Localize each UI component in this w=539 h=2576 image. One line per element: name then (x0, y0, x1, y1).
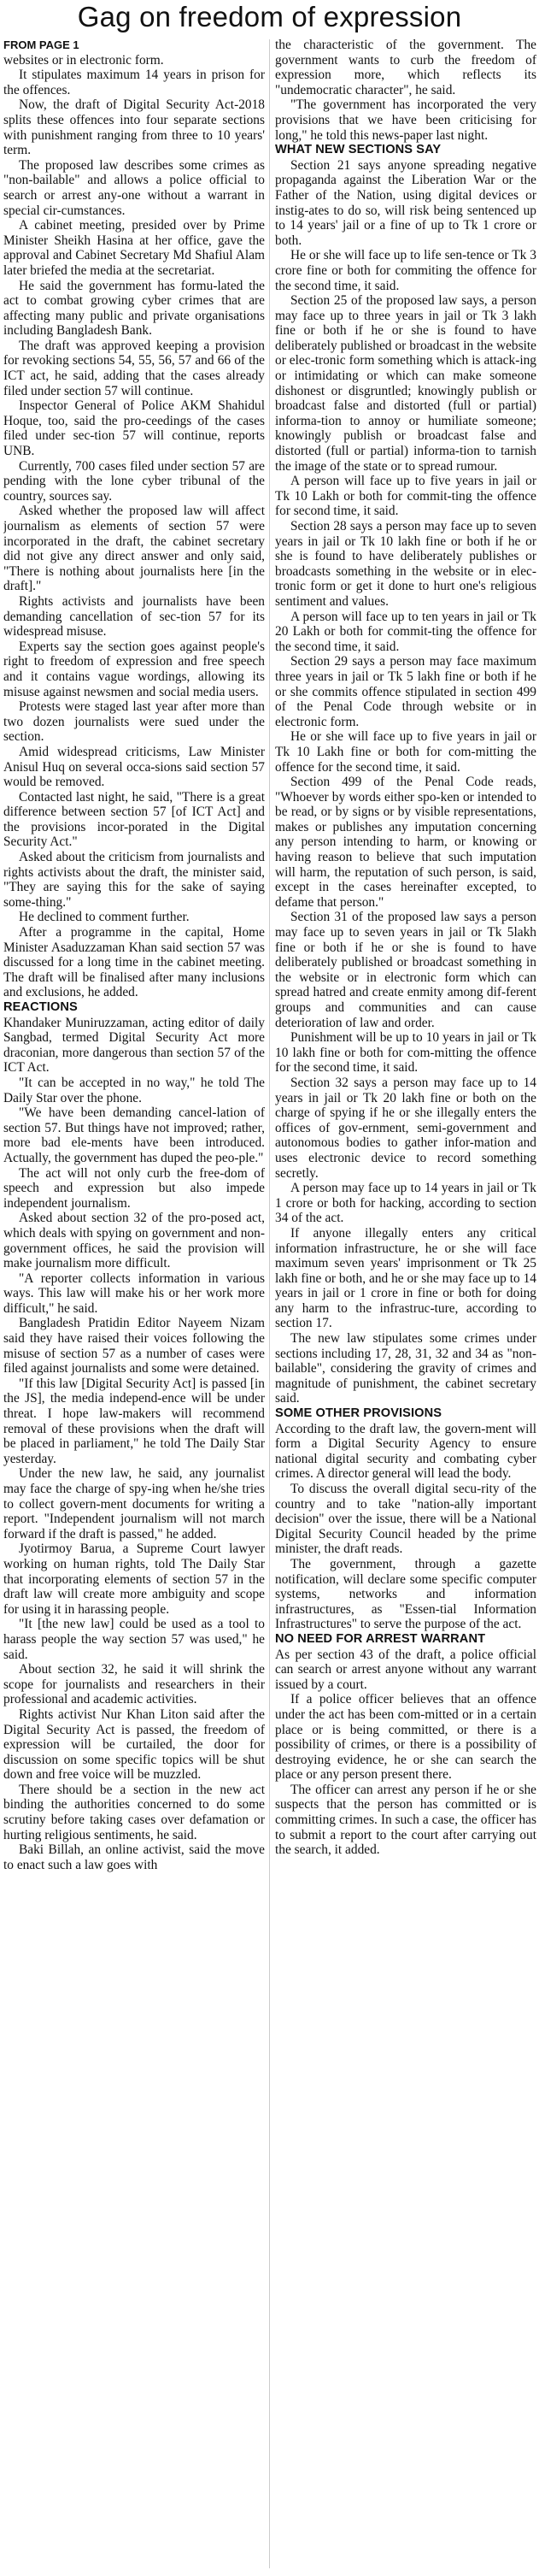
paragraph: There should be a section in the new act binding the authorities concerned to do some scrutiny before taking cases over defamation or hurting religious sentiments, he said. (3, 1782, 265, 1842)
paragraph: A person will face up to ten years in jail or Tk 20 Lakh or both for commit-ting the offence for the second time, it said. (275, 609, 536, 654)
paragraph: "If this law [Digital Security Act] is passed [in the JS], the media independ-ence will be under threat. I hope law-makers will recommend removal of these provisions when the draft will be placed in parliament," he told The Daily Star yesterday. (3, 1376, 265, 1466)
paragraph: He or she will face up to life sen-tence or Tk 3 crore fine or both for commiting the offence for the second time, it said. (275, 248, 536, 293)
section-heading: REACTIONS (3, 1000, 78, 1014)
paragraph: websites or in electronic form. (3, 52, 164, 68)
paragraph: If a police officer believes that an offence under the act has been com-mitted or in a certain place or is being committed, or there is a possibility of crimes, or there is a possibility of destroying evidence, he or she can search the place or any person present there. (275, 1692, 536, 1783)
paragraph: Currently, 700 cases filed under section 57 are pending with the lone cyber tribunal of the country, sources say. (3, 458, 265, 504)
paragraph: Section 21 says anyone spreading negative propaganda against the Liberation War or the Father of the Nation, using digital devices or instig-ates to do so, will risk being sentenced up to 14 years' jail or a fine of up to Tk 1 crore or both. (275, 157, 536, 248)
article-column-right (275, 38, 536, 2570)
section-heading: WHAT NEW SECTIONS SAY (275, 143, 442, 157)
paragraph: Jyotirmoy Barua, a Supreme Court lawyer working on human rights, told The Daily Star that incorporating elements of section 57 in the draft law will create more ambiguity and scope for using it in harassing people. (3, 1541, 265, 1617)
paragraph: Section 31 of the proposed law says a person may face up to seven years in jail or Tk 5lakh fine or both if he or she is found to have deliberately published or broadcast something in the website or in electronic form which can spread hatred and create enmity among dif-ferent groups and communities and can cause deterioration of law and order. (275, 910, 536, 1030)
paragraph: The proposed law describes some crimes as "non-bailable" and allows a police official to search or arrest any-one without a warrant in special cir-cumstances. (3, 157, 265, 218)
paragraph: Protests were staged last year after more than two dozen journalists were sued under the section. (3, 699, 265, 745)
paragraph: A person will face up to five years in jail or Tk 10 Lakh or both for commit-ting the offence for second time, it said. (275, 474, 536, 519)
left-column-body (3, 53, 265, 1873)
paragraph: To discuss the overall digital secu-rity of the country and to take "nation-ally important decision" over the issue, there will be a National Digital Security Council headed by the prime minister, the draft reads. (275, 1482, 536, 1557)
paragraph: As per section 43 of the draft, a police official can search or arrest anyone without any warrant issued by a court. (275, 1647, 536, 1692)
paragraph: Section 28 says a person may face up to seven years in jail or Tk 10 lakh fine or both if he or she is found to have deliberately publishes or broadcasts something in the website or in elec-tronic form or get it done to hurt one's religious sentiment and values. (275, 519, 536, 609)
paragraph: The government, through a gazette notification, will declare some specific computer systems, networks and information infrastructures, as "Essen-tial Information Infrastructures" to serve the purpose of the act. (275, 1556, 536, 1632)
paragraph: Rights activist Nur Khan Liton said after the Digital Security Act is passed, the freedom of expression will be curtailed, the door for discussion on some specific topics will be shut down and free voice will be muzzled. (3, 1707, 265, 1783)
headline: Gag on freedom of expression (77, 1, 462, 32)
paragraph: Amid widespread criticisms, Law Minister Anisul Huq on several occa-sions said section 57 would be removed. (3, 744, 265, 790)
paragraph: According to the draft law, the govern-ment will form a Digital Security Agency to ensure national digital security and combating cyber crimes. A director general will lead the body. (275, 1421, 536, 1482)
paragraph: He or she will face up to five years in jail or Tk 10 Lakh fine or both for com-mitting the offence for the second time, it said. (275, 729, 536, 775)
paragraph: A cabinet meeting, presided over by Prime Minister Sheikh Hasina at her office, gave the approval and Cabinet Secretary Md Shafiul Alam later briefed the media at the secretariat. (3, 218, 265, 278)
paragraph: "It [the new law] could be used as a tool to harass people the way section 57 was used," he said. (3, 1617, 265, 1662)
paragraph: Section 499 of the Penal Code reads, "Whoever by words either spo-ken or intended to be read, or by signs or by visible representations, makes or publishes any imputation concerning any person intending to harm, or knowing or having reason to believe that such imputation will harm, the reputation of such person, is said, except in the cases hereinafter excepted, to defame that person." (275, 775, 536, 910)
paragraph: About section 32, he said it will shrink the scope for journalists and researchers in their professional and academic activities. (3, 1662, 265, 1707)
paragraph: Now, the draft of Digital Security Act-2018 splits these offences into four separate sections with punishment ranging from three to 10 years' term. (3, 97, 265, 158)
paragraph: Asked whether the proposed law will affect journalism as elements of section 57 were incorporated in the draft, the cabinet secretary did not give any direct answer and only said, "There is nothing about journalists here [in the draft]." (3, 504, 265, 594)
paragraph: Khandaker Muniruzzaman, acting editor of daily Sangbad, termed Digital Security Act more draconian, more dangerous than section 57 of the ICT Act. (3, 1015, 265, 1076)
paragraph: "The government has incorporated the very provisions that we have been criticising for long," he told this news-paper last night. (275, 97, 536, 143)
paragraph: Bangladesh Pratidin Editor Nayeem Nizam said they have raised their voices following the misuse of section 57 as a number of cases were filed against journalists and some were detained. (3, 1316, 265, 1376)
paragraph: Under the new law, he said, any journalist may face the charge of spy-ing when he/she tries to collect govern-ment documents for writing a report. "Independent journalism will not march forward if the draft is passed," he added. (3, 1466, 265, 1541)
paragraph: Punishment will be up to 10 years in jail or Tk 10 lakh fine or both for com-mitting the offence for the second time, it said. (275, 1030, 536, 1076)
paragraph: "A reporter collects information in various ways. This law will make his or her work more difficult," he said. (3, 1270, 265, 1316)
paragraph: "It can be accepted in no way," he told The Daily Star over the phone. (3, 1075, 265, 1105)
paragraph: The new law stipulates some crimes under sections including 17, 28, 31, 32 and 34 as "non-bailable", considering the gravity of crimes and magnitude of punishment, the cabinet secretary said. (275, 1331, 536, 1406)
paragraph: After a programme in the capital, Home Minister Asaduzzaman Khan said section 57 was discussed for a long time in the cabinet meeting. The draft will be finalised after many inclusions and exclusions, he added. (3, 925, 265, 1000)
paragraph: The act will not only curb the free-dom of speech and expression but also impede independent journalism. (3, 1165, 265, 1211)
paragraph: He declined to comment further. (19, 910, 190, 925)
paragraph: Rights activists and journalists have been demanding cancellation of sec-tion 57 for its widespread misuse. (3, 593, 265, 640)
paragraph: He said the government has formu-lated the act to combat growing cyber crimes that are affecting many public and private organisations including Bangladesh Bank. (3, 278, 265, 339)
section-heading: NO NEED FOR ARREST WARRANT (275, 1631, 486, 1646)
paragraph: Section 32 says a person may face up to 14 years in jail or Tk 20 lakh fine or both on the charge of spying if he or she illegally enters the offices of gov-ernment, semi-government and autonomous bodies to gather infor-mation and uses electronic device to record something secretly. (275, 1075, 536, 1181)
paragraph: If anyone illegally enters any critical information infrastructure, he or she will face maximum seven years' imprisonment or Tk 25 lakh fine or both, and he or she may face up to 14 years in jail or 1 crore in fine or both for doing any harm to the infrastruc-ture, according to section 17. (275, 1225, 536, 1331)
continuation-label: FROM PAGE 1 (3, 38, 79, 51)
column-divider (269, 39, 270, 2568)
paragraph: "We have been demanding cancel-lation of section 57. But things have not improved; rather, more bad ele-ments have been introduced. Actually, the government has duped the peo-ple." (3, 1105, 265, 1165)
paragraph: It stipulates maximum 14 years in prison for the offences. (3, 68, 265, 97)
article-column-left (3, 38, 265, 2570)
paragraph: Contacted last night, he said, "There is a great difference between section 57 [of ICT Act] and the provisions incor-porated in the Digital Security Act." (3, 789, 265, 850)
paragraph: Asked about section 32 of the pro-posed act, which deals with spying on government and non-government offices, he said the provision will make journalism more difficult. (3, 1211, 265, 1271)
right-column-body (275, 38, 536, 1858)
paragraph: The officer can arrest any person if he or she suspects that the person has committed or is committing crimes. In such a case, the officer has to submit a report to the court after carrying out the search, it added. (275, 1782, 536, 1858)
paragraph: the characteristic of the government. The government wants to curb the freedom of expression more, which reflects its "undemocratic character", he said. (275, 38, 536, 97)
paragraph: Experts say the section goes against people's right to freedom of expression and free speech and it contains vague wordings, allowing its misuse against newsmen and social media users. (3, 639, 265, 699)
section-heading: SOME OTHER PROVISIONS (275, 1406, 442, 1421)
paragraph: Baki Billah, an online activist, said the move to enact such a law goes with (3, 1842, 265, 1872)
paragraph: Section 29 says a person may face maximum three years in jail or Tk 5 lakh fine or both if he or she commits offence stipulated in section 499 of the Penal Code through website or in electronic form. (275, 654, 536, 729)
paragraph: Inspector General of Police AKM Shahidul Hoque, too, said the pro-ceedings of the cases filed under sec-tion 57 will continue, reports UNB. (3, 398, 265, 459)
paragraph: Asked about the criticism from journalists and rights activists about the draft, the minister said, "They are saying this for the sake of saying some-thing." (3, 850, 265, 910)
paragraph: The draft was approved keeping a provision for revoking sections 54, 55, 56, 57 and 66 of the ICT act, he said, adding that the cases already filed under section 57 will continue. (3, 338, 265, 398)
paragraph: A person may face up to 14 years in jail or Tk 1 crore or both for hacking, according to section 34 of the act. (275, 1181, 536, 1226)
paragraph: Section 25 of the proposed law says, a person may face up to three years in jail or Tk 3 lakh fine or both if he or she is found to have deliberately published or broadcast in the website or elec-tronic form something which is attack-ing or intimidating or which can make someone dishonest or disgruntled; knowingly publish or broadcast false and distorted (full or partial) informa-tion to annoy or humiliate someone; knowingly publish or broadcast false and distorted (full or partial) informa-tion to tarnish the image of the state or to spread rumour. (275, 293, 536, 474)
